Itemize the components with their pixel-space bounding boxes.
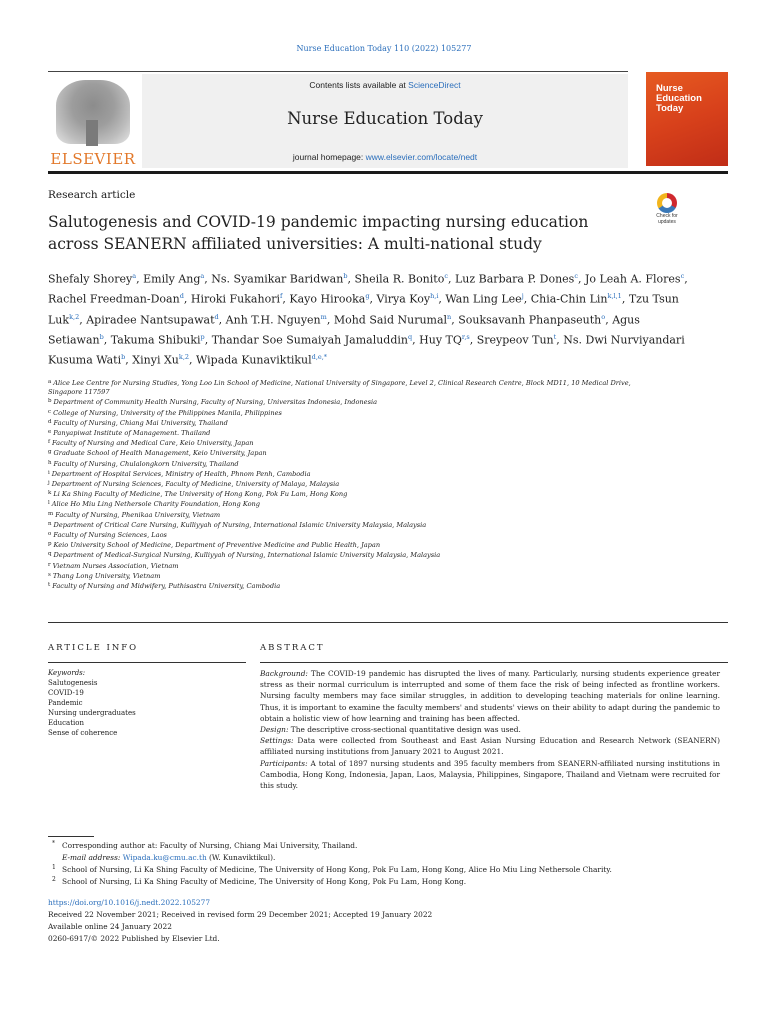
affiliation-footnote [48, 876, 728, 888]
publisher-logo-text: ELSEVIER [50, 150, 136, 168]
affiliation-item [48, 428, 648, 438]
affiliation-label: g [48, 449, 52, 456]
author-name[interactable]: Apiradee Nantsupawat [86, 313, 215, 327]
author-name[interactable]: Takuma Shibuki [110, 333, 201, 347]
abstract-text [260, 668, 720, 791]
author-name[interactable]: Shefaly Shorey [48, 272, 133, 286]
article-title: Salutogenesis and COVID-19 pandemic impacting nursing education across SEANERN affiliated universities: A multi-national study [48, 213, 589, 253]
keyword[interactable]: Nursing undergraduates [48, 709, 136, 717]
masthead-rule [48, 171, 728, 174]
online-date: Available online 24 January 2022 [48, 922, 172, 932]
affiliation-item [48, 418, 648, 428]
journal-cover[interactable] [646, 72, 728, 166]
copyright: 0260-6917/© 2022 Published by Elsevier Ltd. [48, 934, 220, 944]
author-name[interactable]: Jo Leah A. Flores [584, 272, 681, 286]
keyword[interactable]: Sense of coherence [48, 729, 118, 737]
affiliation-item [48, 530, 648, 540]
author-name[interactable]: Rachel Freedman-Doan [48, 292, 180, 306]
affiliation-text: Keio University School of Medicine, Department of Preventive Medicine and Public Health, Japan [53, 541, 381, 550]
affiliation-text: Department of Medical-Surgical Nursing, Kulliyyah of Nursing, International Islamic University Malaysia, Malaysia [53, 551, 441, 560]
abstract-section [260, 758, 720, 792]
author-affiliation-mark[interactable]: t [553, 332, 557, 341]
author-affiliation-mark[interactable]: k,2 [69, 312, 80, 321]
affiliation-label: o [48, 531, 52, 538]
abstract-section [260, 668, 720, 724]
article-type: Research article [48, 189, 136, 201]
crossmark-label: Check for [656, 213, 678, 219]
author-affiliation-mark[interactable]: k,l,1 [607, 292, 622, 301]
affiliation-label: j [48, 480, 50, 487]
abstract-section-text: The COVID-19 pandemic has disrupted the lives of many. Particularly, nursing students experience greater stress as their normal curriculum is interrupted and some of them face the risk of being infected as frontline workers. Nursing faculty members may face similar struggles, in addition to developing teaching materials for online learning. Thus, it is important to examine the faculty members' and students' views on their ability to adapt during the pandemic to obtain a holistic view of how learning and training has been affected. [260, 669, 720, 723]
affiliation-item [48, 571, 648, 581]
homepage-link[interactable]: www.elsevier.com/locate/nedt [365, 152, 478, 162]
author-affiliation-mark[interactable]: m [320, 312, 327, 321]
author-affiliation-mark[interactable]: c [444, 272, 448, 280]
author-name[interactable]: Anh T.H. Nguyen [225, 313, 321, 327]
affiliation-item [48, 479, 648, 489]
affiliation-item [48, 540, 648, 550]
cover-title [656, 84, 726, 114]
footnote-mark: 2 [52, 876, 56, 884]
keyword[interactable]: COVID-19 [48, 689, 84, 697]
footnote-rule [48, 836, 94, 837]
affiliation-text: Department of Hospital Services, Ministry of Health, Phnom Penh, Cambodia [51, 469, 311, 478]
author-affiliation-mark[interactable]: a [200, 272, 205, 280]
author-name[interactable]: Sreypeov Tun [476, 333, 554, 347]
author-name[interactable]: Souksavanh Phanpaseuth [458, 313, 602, 327]
footnote-mark: 1 [52, 864, 56, 872]
contents-availability [142, 80, 628, 90]
affiliation-text: Faculty of Nursing and Medical Care, Keio University, Japan [52, 439, 254, 448]
author-name[interactable]: Sheila R. Bonito [354, 272, 445, 286]
affiliation-label: c [48, 408, 52, 415]
author-affiliation-mark[interactable]: a [132, 272, 137, 280]
keyword[interactable]: Salutogenesis [48, 679, 98, 687]
affiliation-label: n [48, 520, 52, 527]
abstract-rule [260, 662, 728, 663]
keywords-label: Keywords: [48, 669, 86, 677]
affiliation-label: k [48, 490, 52, 497]
doi-link[interactable]: https://doi.org/10.1016/j.nedt.2022.105277 [48, 898, 211, 907]
author-list: Shefaly Shorey$^a$, Emily Ang$^a$, Ns. Syamikar Baridwan$^b$, Sheila R. Bonito$^c$, Luz Barbara P. Dones$^c$, Jo Leah A. Flores$^c$, Rachel Freedman-Doan$^d$, Hiroki Fukahori$^f$, Kayo Hirooka$^g$, Virya Koy$^{h,i}$, Wan Ling Lee$^j$, Chia-Chin Lin$^{k,l,1}$, Tzu Tsun Luk$^{k,2}$, Apiradee Nantsupawat$^d$, Anh T.H. Nguyen$^m$, Mohd Said Nurumal$^n$, Souksavanh Phanpaseuth$^o$, Agus Setiawan$^b$, Takuma Shibuki$^p$, Thandar Soe Sumaiyah Jamaluddin$^q$, Huy TQ$^{r,s}$, Sreypeov Tun$^t$, Ns. Dwi Nurviyandari Kusuma Wati$^b$, Xinyi Xu$^{k,2}$, Wipada Kunaviktikul$^{d,e,*}$ [48, 272, 688, 367]
elsevier-logo[interactable] [48, 80, 138, 166]
affiliation-text: Faculty of Nursing Sciences, Laos [53, 531, 167, 540]
abstract-heading: ABSTRACT [260, 643, 325, 653]
author-affiliation-mark[interactable]: p [200, 332, 205, 341]
article-info-rule [48, 662, 246, 663]
affiliation-label: t [48, 582, 51, 589]
author-affiliation-mark[interactable]: b [121, 353, 126, 361]
author-name[interactable]: Hiroki Fukahori [190, 292, 280, 306]
affiliation-text: Panyapiwat Institute of Management. Thailand [53, 429, 211, 438]
journal-title: Nurse Education Today [287, 109, 483, 128]
affiliation-item [48, 438, 648, 448]
crossmark-label: updates [658, 219, 676, 225]
affiliation-text: Thang Long University, Vietnam [52, 571, 161, 580]
affiliation-text: Alice Lee Centre for Nursing Studies, Yong Loo Lin School of Medicine, National University of Singapore, Level 2, Clinical Research Centre, Block MD11, 10 Medical Drive, Singapore 117597 [48, 379, 631, 397]
cover-line: Nurse [656, 83, 683, 94]
author-name[interactable]: Virya Koy [376, 292, 431, 306]
author-name[interactable]: Thandar Soe Sumaiyah Jamaluddin [211, 333, 408, 347]
affiliation-list [48, 378, 648, 591]
author-name[interactable]: Tzu Tsun Luk [48, 292, 679, 327]
section-rule [48, 622, 728, 623]
affiliation-footnote [48, 864, 728, 876]
author-affiliation-mark[interactable]: b [343, 272, 348, 280]
email-note [48, 852, 728, 864]
footnote-text: School of Nursing, Li Ka Shing Faculty of Medicine, The University of Hong Kong, Pok Fu Lam, Hong Kong. [62, 877, 467, 887]
crossmark-button[interactable] [650, 193, 684, 229]
affiliation-text: Faculty of Nursing, Chulalongkorn University, Thailand [53, 459, 239, 468]
author-affiliation-mark[interactable]: n [447, 312, 452, 321]
author-affiliation-mark[interactable]: d [214, 312, 219, 321]
affiliation-label: s [48, 571, 51, 578]
affiliation-text: Vietnam Nurses Association, Vietnam [52, 561, 179, 570]
affiliation-text: Faculty of Nursing and Midwifery, Puthisastra University, Cambodia [52, 582, 281, 591]
affiliation-label: f [48, 439, 51, 446]
abstract-section-label: Design: [260, 725, 289, 735]
affiliation-text: College of Nursing, University of the Philippines Manila, Philippines [53, 408, 282, 417]
affiliation-label: h [48, 459, 52, 466]
keywords-block [48, 668, 246, 738]
author-affiliation-mark[interactable]: f [279, 292, 283, 301]
abstract-section-label: Participants: [260, 758, 308, 768]
email-suffix: (W. Kunaviktikul). [206, 853, 276, 863]
affiliation-label: m [48, 510, 54, 517]
author-affiliation-mark[interactable]: d [179, 292, 184, 301]
affiliation-item [48, 378, 648, 397]
affiliation-item [48, 459, 648, 469]
author-name[interactable]: Agus Setiawan [48, 313, 640, 347]
affiliation-item [48, 448, 648, 458]
email-link[interactable]: Wipada.ku@cmu.ac.th [122, 853, 207, 863]
abstract-section-text: The descriptive cross-sectional quantitative design was used. [288, 725, 521, 735]
affiliation-label: r [48, 561, 51, 568]
keyword[interactable]: Pandemic [48, 699, 83, 707]
affiliation-item [48, 397, 648, 407]
affiliation-item [48, 581, 648, 591]
author-affiliation-mark[interactable]: b [99, 332, 104, 341]
author-affiliation-mark[interactable]: q [408, 332, 413, 341]
affiliation-label: p [48, 541, 52, 548]
tree-trunk [86, 120, 98, 146]
affiliation-text: Li Ka Shing Faculty of Medicine, The University of Hong Kong, Pok Fu Lam, Hong Kong [53, 490, 348, 499]
article-info-heading: ARTICLE INFO [48, 643, 139, 653]
abstract-section [260, 724, 720, 735]
header-rule [48, 71, 628, 72]
publication-info [48, 897, 728, 945]
author-affiliation-mark[interactable]: d,e,* [311, 353, 328, 361]
cover-line: Today [656, 103, 684, 114]
crossmark-icon [657, 193, 677, 213]
abstract-section-label: Background: [260, 669, 308, 678]
author-affiliation-mark[interactable]: o [601, 312, 606, 321]
affiliation-label: e [48, 429, 52, 436]
keyword[interactable]: Education [48, 719, 84, 727]
author-name[interactable]: Wipada Kunaviktikul [196, 353, 312, 367]
affiliation-label: l [48, 500, 50, 507]
affiliation-item [48, 408, 648, 418]
affiliation-label: q [48, 551, 52, 558]
author-name[interactable]: Wan Ling Lee [445, 292, 522, 306]
affiliation-label: a [48, 379, 52, 385]
abstract-section-text: Data were collected from Southeast and East Asian Nursing Education and Research Network (SEANERN) affiliated nursing institutions from January 2021 to August 2021. [260, 736, 720, 757]
author-name[interactable]: Emily Ang [143, 272, 201, 286]
affiliation-text: Alice Ho Miu Ling Nethersole Charity Foundation, Hong Kong [51, 500, 261, 509]
affiliation-text: Graduate School of Health Management, Keio University, Japan [53, 449, 267, 458]
corresponding-text: Corresponding author at: Faculty of Nursing, Chiang Mai University, Thailand. [62, 841, 358, 850]
author-name[interactable]: Mohd Said Nurumal [333, 313, 448, 327]
author-affiliation-mark[interactable]: c [680, 272, 685, 280]
contents-prefix: Contents lists available at [309, 80, 409, 90]
article-history: Received 22 November 2021; Received in revised form 29 December 2021; Accepted 19 January 2022 [48, 910, 433, 920]
affiliation-text: Faculty of Nursing, Chiang Mai University, Thailand [53, 418, 228, 427]
author-name[interactable]: Chia-Chin Lin [530, 292, 608, 306]
author-name[interactable]: Kayo Hirooka [289, 292, 366, 306]
affiliation-item [48, 499, 648, 509]
affiliation-item [48, 469, 648, 479]
email-label: E-mail address: [62, 853, 121, 863]
footnote-mark: * [52, 840, 55, 847]
author-name[interactable]: Luz Barbara P. Dones [454, 272, 575, 286]
author-affiliation-mark[interactable]: h,i [430, 292, 439, 301]
author-affiliation-mark[interactable]: r,s [461, 332, 470, 341]
journal-homepage [142, 152, 628, 162]
homepage-prefix: journal homepage: [292, 152, 366, 162]
affiliation-item [48, 561, 648, 571]
affiliation-label: i [48, 469, 50, 476]
affiliation-text: Faculty of Nursing, Phenikaa University, Vietnam [55, 510, 221, 519]
author-affiliation-mark[interactable]: c [574, 272, 578, 280]
author-affiliation-mark[interactable]: g [365, 292, 370, 301]
affiliation-text: Department of Nursing Sciences, Faculty of Medicine, University of Malaya, Malaysia [51, 480, 340, 489]
footnotes [48, 840, 728, 888]
author-name[interactable]: Xinyi Xu [132, 353, 179, 367]
affiliation-label: b [48, 398, 52, 405]
author-name[interactable]: Huy TQ [419, 333, 462, 347]
affiliation-item [48, 520, 648, 530]
affiliation-text: Department of Community Health Nursing, Faculty of Nursing, Universitas Indonesia, Indonesia [53, 398, 377, 407]
sciencedirect-link[interactable]: ScienceDirect [408, 80, 461, 90]
author-affiliation-mark[interactable]: j [521, 292, 524, 301]
author-name[interactable]: Ns. Dwi Nurviyandari Kusuma Wati [48, 333, 685, 367]
affiliation-text: Department of Critical Care Nursing, Kulliyyah of Nursing, International Islamic University Malaysia, Malaysia [53, 520, 427, 529]
footnote-text: School of Nursing, Li Ka Shing Faculty of Medicine, The University of Hong Kong, Pok Fu Lam, Hong Kong, Alice Ho Miu Ling Nethersole Charity. [62, 865, 612, 875]
abstract-section-text: A total of 1897 nursing students and 395 faculty members from SEANERN-affiliated nursing institutions in Cambodia, Hong Kong, Indonesia, Japan, Laos, Malaysia, Philippines, Singapore, Thailand and Vietnam were recruited for this study. [260, 758, 720, 791]
abstract-section-label: Settings: [260, 736, 294, 746]
affiliation-item [48, 550, 648, 560]
corresponding-author-note [48, 840, 728, 852]
author-name[interactable]: Ns. Syamikar Baridwan [211, 272, 344, 286]
affiliation-label: d [48, 418, 52, 425]
affiliation-item [48, 489, 648, 499]
author-affiliation-mark[interactable]: k,2 [178, 353, 190, 361]
journal-citation-link[interactable]: Nurse Education Today 110 (2022) 105277 [296, 44, 472, 53]
cover-line: Education [656, 93, 702, 104]
affiliation-item [48, 510, 648, 520]
abstract-section [260, 735, 720, 757]
